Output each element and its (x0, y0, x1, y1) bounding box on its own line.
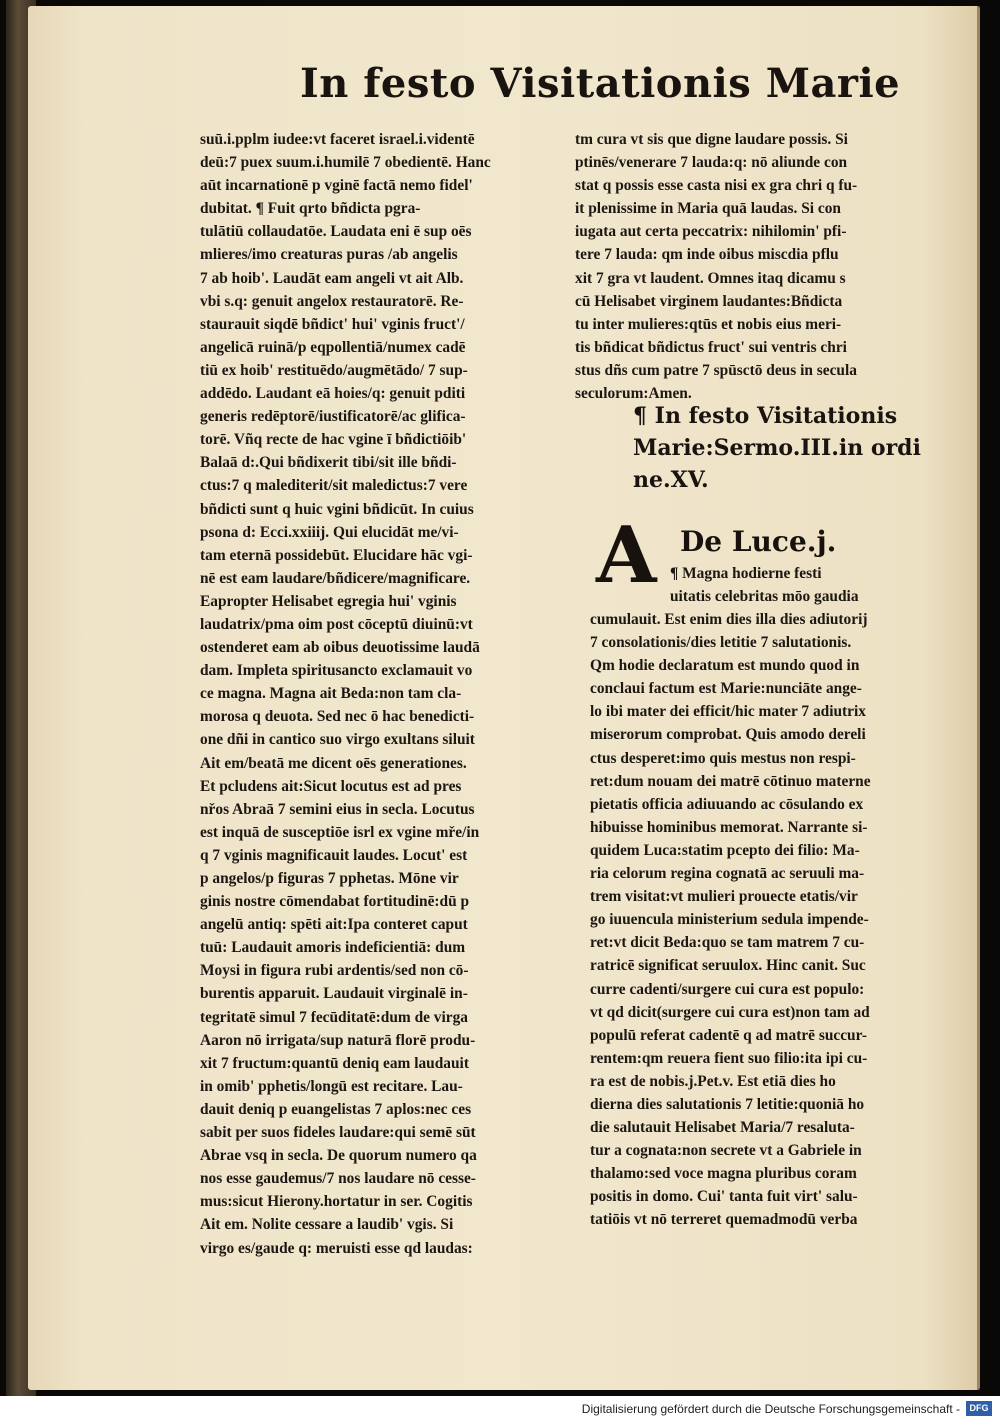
text-line: 7 ab hoib'. Laudāt eam angeli vt ait Alb. (200, 269, 464, 287)
text-line: tm cura vt sis que digne laudare possis. Si (575, 131, 848, 148)
text-line: cumulauit. Est enim dies illa dies adiutorij (590, 611, 868, 628)
text-line: stus dñs cum patre 7 spūsctō deus in secula (575, 361, 857, 379)
text-line: Ait em/beatā me dicent oēs generationes. (200, 754, 467, 772)
right-column-bottom (590, 608, 950, 1232)
text-line: rentem:qm reuera fient suo filio:ita ipi cu- (590, 1049, 868, 1067)
text-line: dam. Impleta spiritusancto exclamauit vo (200, 662, 473, 680)
funding-notice: Digitalisierung gefördert durch die Deutsche Forschungsgemeinschaft - (581, 1402, 960, 1416)
text-line: virgo es/gaude q: meruisti esse qd laudas: (200, 1239, 473, 1257)
text-line: ret:vt dicit Beda:quo se tam matrem 7 cu- (590, 934, 865, 952)
right-column-intro (670, 562, 950, 608)
text-line: angelū antiq: spēti ait:Ipa conteret caput (200, 916, 468, 934)
text-line: stat q possis esse casta nisi ex gra chri q fu- (575, 177, 858, 195)
text-line: positis in domo. Cui' tanta fuit virt' salu- (590, 1188, 858, 1206)
text-line: go iuuencula ministerium sedula impende- (590, 911, 869, 929)
text-line: staurauit siqdē bñdict' hui' vginis fruct'/ (200, 315, 465, 333)
text-line: xit 7 gra vt laudent. Omnes itaq dicamu s (575, 269, 846, 287)
text-line: nos esse gaudemus/7 nos laudare nō cesse- (200, 1170, 476, 1188)
text-line: lo ibi mater dei efficit/hic mater 7 adiutrix (590, 703, 866, 721)
text-line: ginis nostre cōmendabat fortitudinē:dū p (200, 893, 470, 911)
left-column (200, 128, 572, 1260)
text-line: psona d: Ecci.xxiiij. Qui elucidāt me/vi- (200, 523, 459, 541)
text-line: ra est de nobis.j.Pet.v. Est etiā dies ho (590, 1072, 836, 1090)
heading-line: ne.XV. (633, 467, 709, 493)
text-line: die salutauit Helisabet Maria/7 resaluta- (590, 1119, 855, 1137)
text-line: suū.i.pplm iudee:vt faceret israel.i.videntē (200, 131, 475, 148)
text-line: pietatis officia adiuuando ac cōsulando ex (590, 795, 864, 813)
heading-line: Marie:Sermo.III.in ordi (633, 435, 921, 461)
text-line: deū:7 puex suum.i.humilē 7 obedientē. Hanc (200, 154, 491, 172)
text-line: ¶ Magna hodierne festi (670, 565, 822, 582)
text-line: angelicā ruinā/p eqpollentiā/numex cadē (200, 338, 466, 356)
text-line: tu inter mulieres:qtūs et nobis eius meri- (575, 315, 842, 333)
text-line: addēdo. Laudant eā hoies/q: genuit pditi (200, 385, 466, 403)
text-line: nřos Abraā 7 semini eius in secla. Locutus (200, 800, 475, 818)
text-line: burentis apparuit. Laudauit virginalē in- (200, 985, 468, 1003)
text-line: vbi s.q: genuit angelox restauratorē. Re- (200, 292, 464, 310)
text-line: tulātiū collaudatōe. Laudata eni ē sup oēs (200, 223, 472, 241)
text-line: Et pcludens ait:Sicut locutus est ad pres (200, 777, 462, 795)
text-line: tis bñdicat bñdictus fruct' sui ventris chri (575, 338, 847, 356)
text-line: tuū: Laudauit amoris indeficientiā: dum (200, 939, 466, 957)
text-line: vt qd dicit(surgere cui cura est)non tam ad (590, 1003, 870, 1021)
text-line: Balaā d:.Qui bñdixerit tibi/sit ille bñdi- (200, 454, 457, 472)
text-line: iugata aut certa peccatrix: nihilomin' pfi- (575, 223, 847, 241)
text-line: dierna dies salutationis 7 letitie:quoniā ho (590, 1095, 865, 1113)
text-line: Ait em. Nolite cessare a laudib' vgis. Si (200, 1216, 454, 1234)
page-right-edge (977, 6, 980, 1390)
text-line: tegritatē simul 7 fecūditatē:dum de virga (200, 1008, 468, 1026)
text-line: it plenissime in Maria quā laudas. Si con (575, 200, 841, 218)
text-line: bñdicti sunt q huic vgini bñdicūt. In cuius (200, 500, 474, 518)
text-line: uitatis celebritas mōo gaudia (670, 588, 859, 606)
text-line: Qm hodie declaratum est mundo quod in (590, 657, 860, 675)
footer-bar (0, 1396, 1000, 1423)
text-line: populū referat cadentē q ad matrē succur- (590, 1026, 867, 1044)
text-line: ptinēs/venerare 7 lauda:q: nō aliunde con (575, 154, 848, 172)
text-line: cū Helisabet virginem laudantes:Bñdicta (575, 292, 843, 310)
text-line: generis redēptorē/iustificatorē/ac glifica- (200, 408, 466, 426)
text-line: hibuisse hominibus memorat. Narrante si- (590, 818, 868, 836)
dfg-logo: DFG (966, 1401, 992, 1416)
text-line: seculorum:Amen. (575, 385, 692, 403)
text-line: ret:dum nouam dei matrē cōtinuo materne (590, 772, 871, 790)
text-line: sabit per suos fideles laudare:qui semē sūt (200, 1124, 476, 1142)
text-line: xit 7 fructum:quantū deniq eam laudauit (200, 1054, 469, 1072)
text-line: morosa q deuota. Sed nec ō hac benedicti- (200, 708, 475, 726)
text-line: torē. Vñq recte de hac vgine ī bñdictiōib' (200, 431, 467, 449)
text-line: in omib' pphetis/longū est recitare. Lau- (200, 1077, 463, 1095)
text-line: tatiōis vt nō terreret quemadmodū verba (590, 1211, 858, 1229)
text-line: 7 consolationis/dies letitie 7 salutationis. (590, 634, 852, 652)
text-line: laudatrix/pma oim post cōceptū diuinū:vt (200, 615, 473, 633)
text-line: tam eternā possidebūt. Elucidare hāc vgi- (200, 546, 473, 564)
text-line: ce magna. Magna ait Beda:non tam cla- (200, 685, 462, 703)
text-line: mus:sicut Hierony.hortatur in ser. Cogitis (200, 1193, 473, 1211)
text-line: quidem Luca:statim pcepto dei filio: Ma- (590, 841, 860, 859)
text-line: Abrae vsq in secla. De quorum numero qa (200, 1147, 477, 1165)
heading-line: ¶ In festo Visitationis (633, 403, 898, 429)
right-column-top (575, 128, 947, 405)
text-line: tiū ex hoib' restituēdo/augmētādo/ 7 sup- (200, 361, 468, 379)
text-line: nē est eam laudare/bñdicere/magnificare. (200, 569, 471, 587)
text-line: mlieres/imo creaturas puras /ab angelis (200, 246, 458, 264)
decorated-initial: A (596, 510, 657, 601)
text-line: Moysi in figura rubi ardentis/sed non cō- (200, 962, 469, 980)
sermon-heading (633, 400, 933, 496)
text-line: aūt incarnationē p vginē factā nemo fidel' (200, 177, 473, 195)
text-line: one dñi in cantico suo virgo exultans siluit (200, 731, 475, 749)
text-line: q 7 vginis magnificauit laudes. Locut' est (200, 846, 468, 864)
text-line: dubitat. ¶ Fuit qrto bñdicta pgra- (200, 200, 421, 218)
text-line: ctus:7 q malediterit/sit maledictus:7 vere (200, 477, 468, 495)
text-line: ratricē significat seruulox. Hinc canit. Suc (590, 957, 866, 975)
text-line: thalamo:sed voce magna pluribus coram (590, 1165, 857, 1183)
text-line: dauit deniq p euangelistas 7 aplos:nec ces (200, 1100, 472, 1118)
text-line: Eapropter Helisabet egregia hui' vginis (200, 592, 457, 610)
text-line: tere 7 lauda: qm inde oibus miscdia pflu (575, 246, 839, 264)
text-line: tur a cognata:non secrete vt a Gabriele in (590, 1142, 862, 1160)
text-line: ostenderet eam ab oibus deuotissime laudā (200, 639, 480, 657)
text-line: p angelos/p figuras 7 pphetas. Mōne vir (200, 870, 459, 887)
text-line: miserorum comprobat. Quis amodo dereli (590, 726, 866, 744)
text-line: ctus desperet:imo quis mestus non respi- (590, 749, 856, 767)
text-line: conclaui factum est Marie:nunciāte ange- (590, 680, 862, 698)
text-line: est inquā de susceptiōe isrl ex vgine mře/in (200, 823, 480, 841)
lesson-reference: De Luce.j. (680, 525, 837, 558)
text-line: ria celorum regina cognatā ac seruuli ma- (590, 865, 865, 883)
text-line: Aaron nō irrigata/sup naturā florē produ- (200, 1031, 476, 1049)
text-line: trem visitat:vt mulieri prouecte etatis/vir (590, 888, 858, 906)
text-line: curre cadenti/surgere cui cura est populo: (590, 980, 865, 998)
running-title: In festo Visitationis Marie (300, 60, 901, 107)
